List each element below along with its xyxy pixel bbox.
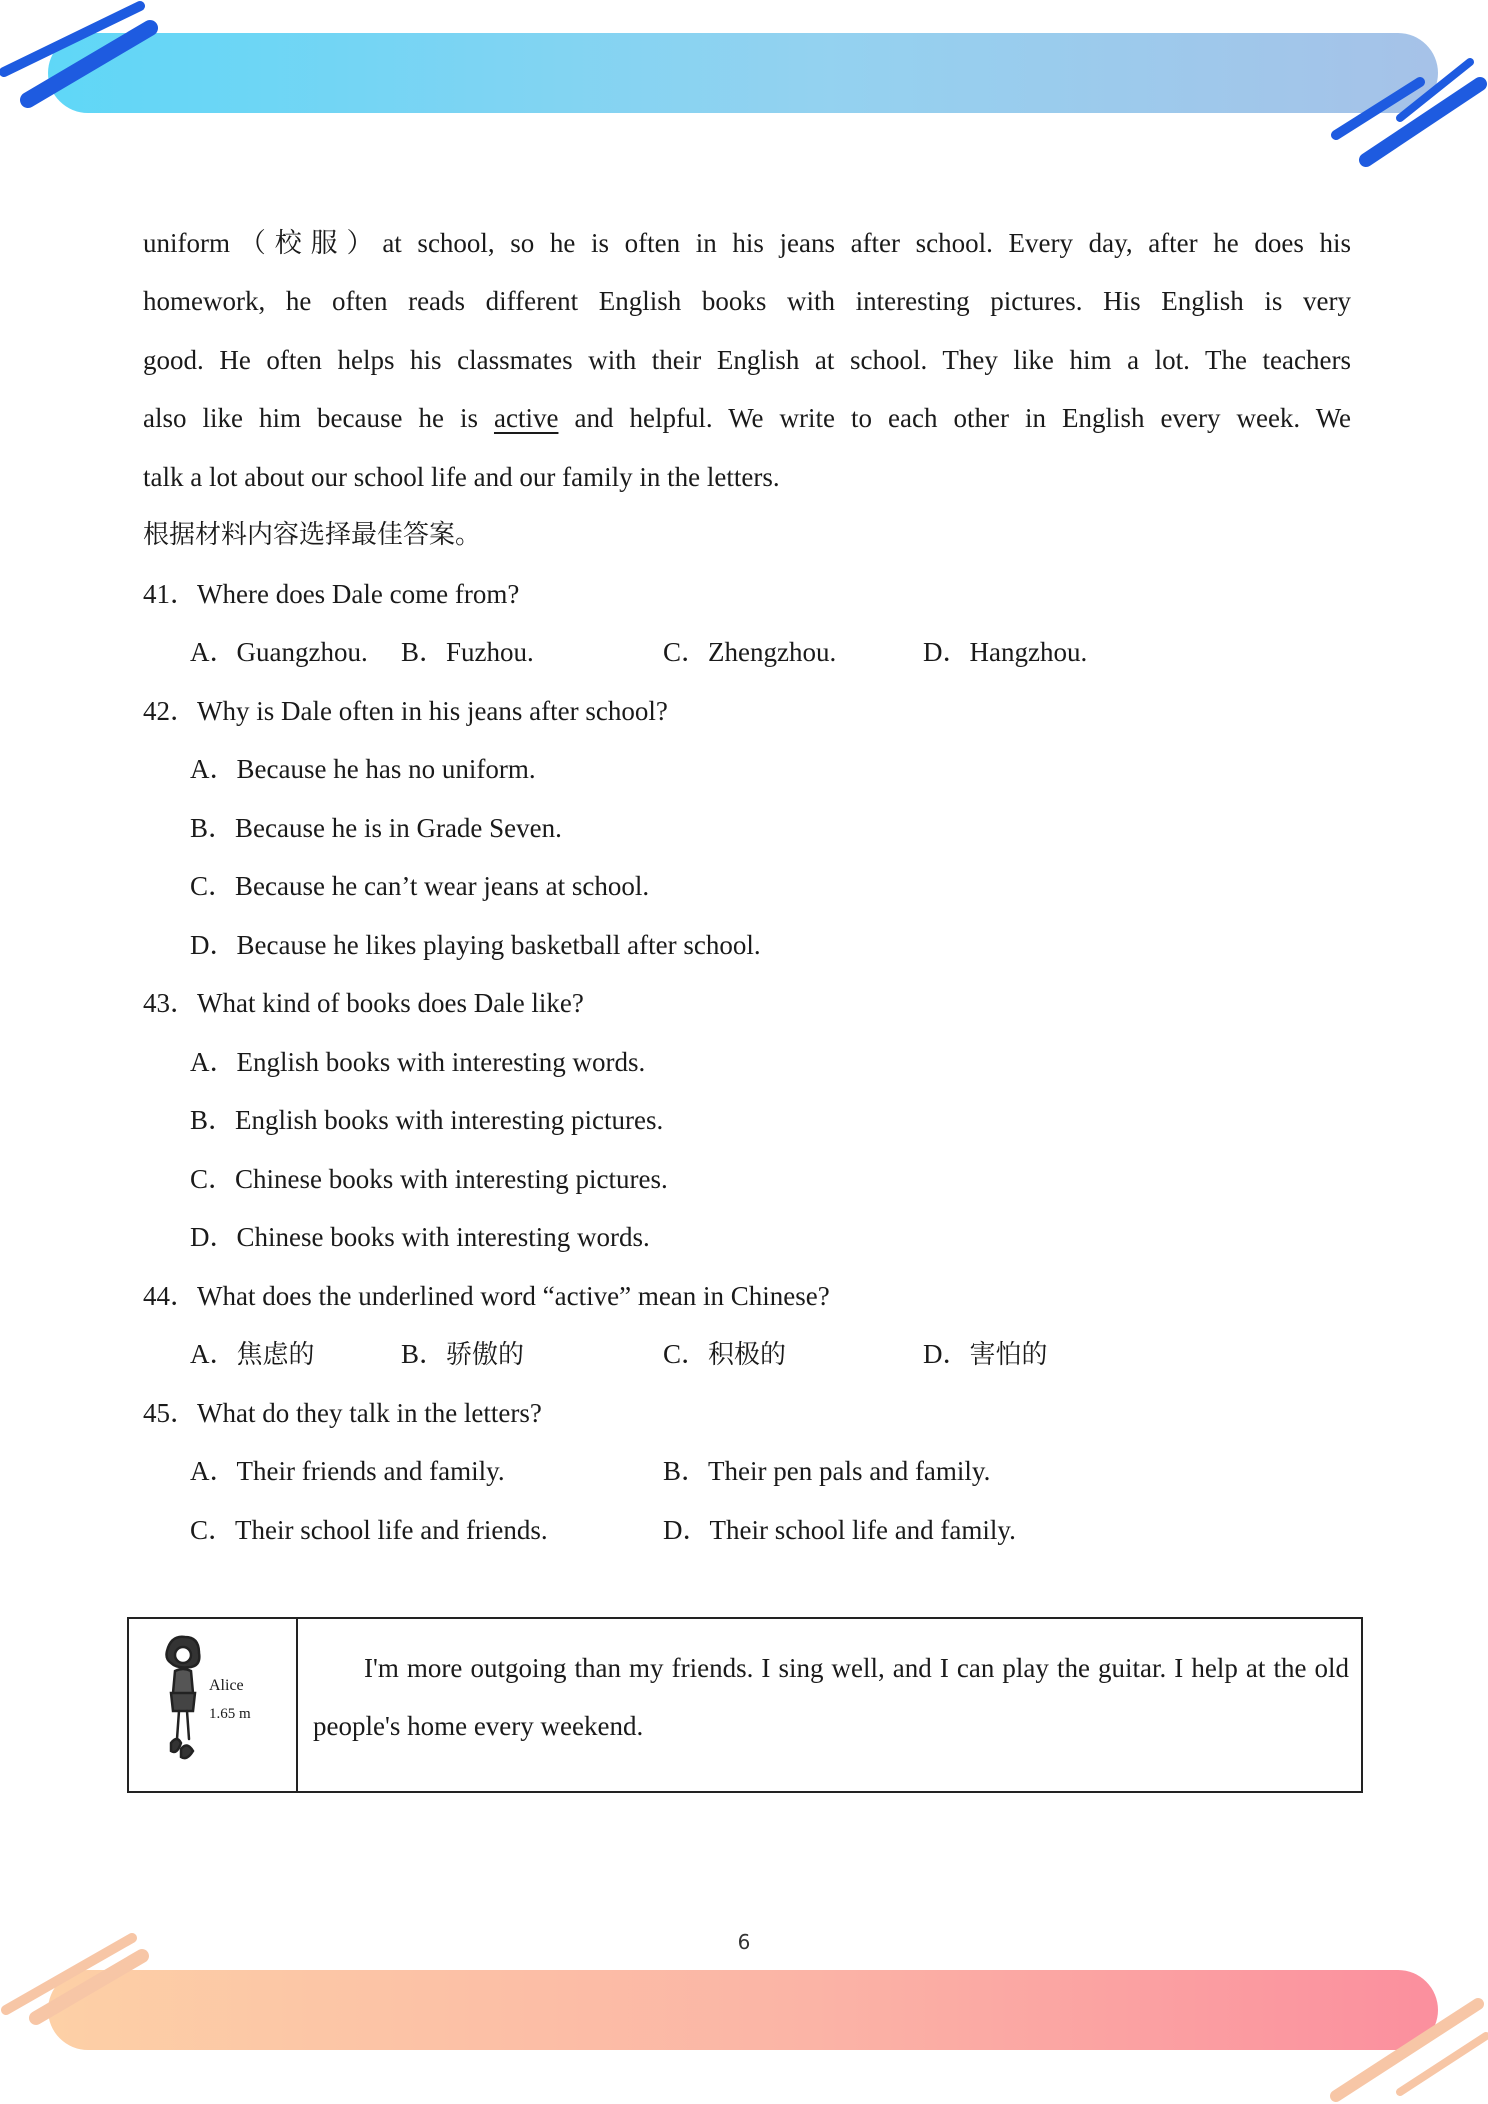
option-letter: D． (190, 1222, 237, 1252)
option-45-b[interactable] (663, 1451, 990, 1491)
option-text: Because he has no uniform. (236, 754, 536, 784)
option-42-c[interactable] (190, 866, 649, 906)
question-42 (143, 691, 668, 731)
option-43-d[interactable] (190, 1217, 650, 1257)
option-43-b[interactable] (190, 1100, 663, 1140)
option-text: Their school life and friends. (235, 1515, 548, 1545)
question-number: 42． (143, 696, 197, 726)
option-letter: B． (401, 1339, 447, 1369)
option-44-a[interactable] (190, 1334, 315, 1374)
option-letter: D． (923, 637, 970, 667)
question-41 (143, 574, 519, 614)
option-41-d[interactable] (923, 632, 1087, 672)
option-text: Their school life and family. (709, 1515, 1016, 1545)
passage-line (143, 457, 1351, 497)
option-43-a[interactable] (190, 1042, 645, 1082)
option-42-d[interactable] (190, 925, 761, 965)
option-text: Because he is in Grade Seven. (235, 813, 562, 843)
option-letter: D． (190, 930, 237, 960)
option-44-d[interactable] (923, 1334, 1048, 1374)
table-divider (296, 1619, 298, 1791)
option-letter: C． (190, 871, 236, 901)
option-text: Hangzhou. (969, 637, 1088, 667)
option-letter: A． (190, 754, 237, 784)
option-letter: C． (663, 637, 709, 667)
option-letter: B． (190, 1105, 236, 1135)
option-41-c[interactable] (663, 632, 836, 672)
profile-description: I'm more outgoing than my friends. I sing well, and I can play the guitar. I help at the old people's home every weekend. (313, 1653, 1349, 1741)
option-text: Guangzhou. (236, 637, 368, 667)
question-number: 43． (143, 988, 197, 1018)
question-45 (143, 1393, 542, 1433)
option-letter: B． (190, 813, 236, 843)
passage-text: also like him because he is (143, 403, 494, 433)
question-43 (143, 983, 584, 1023)
passage-text: and helpful. We write to each other in English every week. We (558, 403, 1352, 433)
option-letter: D． (923, 1339, 970, 1369)
option-text: Their pen pals and family. (708, 1456, 991, 1486)
option-text: English books with interesting words. (236, 1047, 646, 1077)
option-text: Chinese books with interesting words. (236, 1222, 650, 1252)
option-text: 害怕的 (969, 1340, 1048, 1370)
option-text: 骄傲的 (446, 1340, 525, 1370)
passage-line (143, 340, 1351, 380)
option-44-b[interactable] (401, 1334, 524, 1374)
option-text: 积极的 (708, 1340, 787, 1370)
passage-text: homework, he often reads different English books with interesting pictures. His English is very (143, 286, 1351, 316)
underlined-word: active (493, 403, 559, 433)
option-letter: D． (663, 1515, 710, 1545)
option-letter: A． (190, 1339, 237, 1369)
option-letter: A． (190, 1456, 237, 1486)
option-letter: A． (190, 1047, 237, 1077)
question-text: What kind of books does Dale like? (197, 988, 584, 1018)
question-text: Where does Dale come from? (197, 579, 520, 609)
option-41-b[interactable] (401, 632, 534, 672)
passage-line (143, 398, 1351, 438)
option-42-b[interactable] (190, 808, 562, 848)
option-text: Fuzhou. (446, 637, 534, 667)
alice-name-label: Alice (209, 1677, 244, 1694)
question-number: 45． (143, 1398, 197, 1428)
option-41-a[interactable] (190, 632, 368, 672)
instruction: 根据材料内容选择最佳答案。 (143, 520, 482, 550)
option-letter: B． (663, 1456, 709, 1486)
option-44-c[interactable] (663, 1334, 786, 1374)
option-45-a[interactable] (190, 1451, 505, 1491)
option-text: Their friends and family. (236, 1456, 505, 1486)
passage-text: talk a lot about our school life and our family in the letters. (143, 462, 780, 492)
option-45-d[interactable] (663, 1510, 1016, 1550)
passage-text: uniform（校服）at school, so he is often in his jeans after school. Every day, after he does his (143, 228, 1351, 258)
alice-height-label: 1.65 m (209, 1706, 251, 1722)
option-letter: B． (401, 637, 447, 667)
option-text: Zhengzhou. (708, 637, 837, 667)
page-number: 6 (737, 1930, 751, 1954)
question-number: 41． (143, 579, 197, 609)
question-text: What do they talk in the letters? (197, 1398, 542, 1428)
option-text: Chinese books with interesting pictures. (235, 1164, 668, 1194)
question-44 (143, 1276, 830, 1316)
option-text: Because he likes playing basketball after school. (236, 930, 761, 960)
option-letter: C． (663, 1339, 709, 1369)
option-45-c[interactable] (190, 1510, 548, 1550)
option-42-a[interactable] (190, 749, 536, 789)
question-text: Why is Dale often in his jeans after school? (197, 696, 668, 726)
option-letter: A． (190, 637, 237, 667)
passage-text: good. He often helps his classmates with their English at school. They like him a lot. The teachers (143, 345, 1351, 375)
passage-line (143, 281, 1351, 321)
option-text: 焦虑的 (236, 1340, 315, 1370)
question-text: What does the underlined word “active” mean in Chinese? (197, 1281, 830, 1311)
passage-line (143, 223, 1351, 263)
question-number: 44． (143, 1281, 197, 1311)
option-letter: C． (190, 1515, 236, 1545)
header-stripes-decoration (0, 0, 1488, 200)
option-letter: C． (190, 1164, 236, 1194)
option-text: English books with interesting pictures. (235, 1105, 664, 1135)
option-text: Because he can’t wear jeans at school. (235, 871, 650, 901)
profile-table (127, 1617, 1363, 1793)
option-43-c[interactable] (190, 1159, 668, 1199)
